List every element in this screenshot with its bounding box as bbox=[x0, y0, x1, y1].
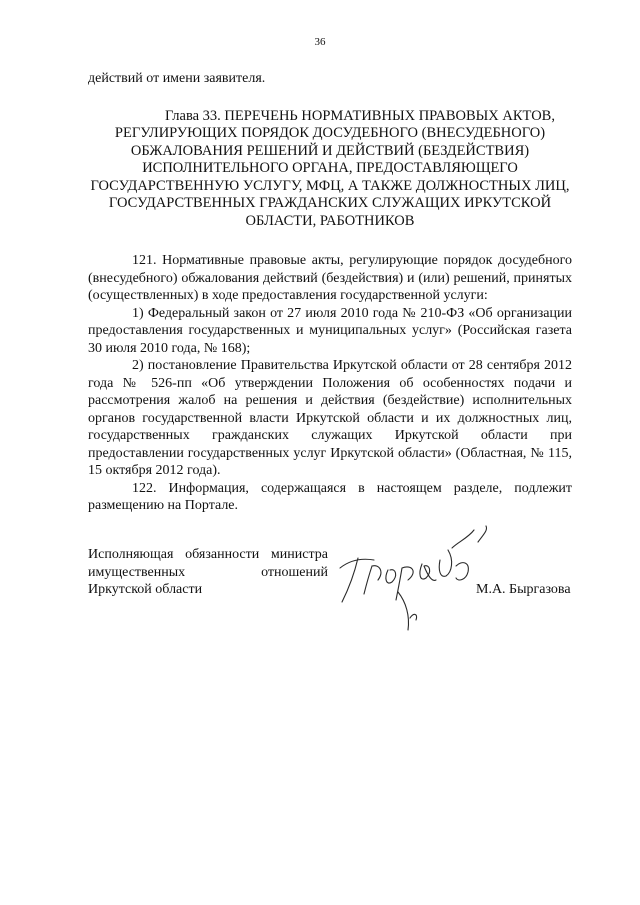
signer-title bbox=[88, 546, 328, 599]
list-item-2: 2) постановление Правительства Иркутской области от 28 сентября 2012 года № 526-пп «Об утверждении Положения об особенностях подачи и рассмотрения жалоб на решения и действия (бездействие) исполнительных органов государственной власти Иркутской области и их должностных лиц, государственных гражданских служащих Иркутской области при предоставлении государственных услуг Иркутской области» (Областная, № 115, 15 октября 2012 года). bbox=[88, 358, 572, 478]
chapter-title: Глава 33. ПЕРЕЧЕНЬ НОРМАТИВНЫХ ПРАВОВЫХ АКТОВ, РЕГУЛИРУЮЩИХ ПОРЯДОК ДОСУДЕБНОГО (ВНЕСУДЕБНОГО) ОБЖАЛОВАНИЯ РЕШЕНИЙ И ДЕЙСТВИЙ (БЕЗДЕЙСТВИЯ) ИСПОЛНИТЕЛЬНОГО ОРГАНА, ПРЕДОСТАВЛЯЮЩЕГО ГОСУДАРСТВЕННУЮ УСЛУГУ, МФЦ, А ТАКЖЕ ДОЛЖНОСТНЫХ ЛИЦ, ГОСУДАРСТВЕННЫХ ГРАЖДАНСКИХ СЛУЖАЩИХ ИРКУТСКОЙ ОБЛАСТИ, РАБОТНИКОВ bbox=[90, 107, 570, 229]
page-number: 36 bbox=[314, 36, 326, 48]
list-item-1: 1) Федеральный закон от 27 июля 2010 года № 210-ФЗ «Об организации предоставления государственных и муниципальных услуг» (Российская газета 30 июля 2010 года, № 168); bbox=[88, 305, 572, 356]
signature-block bbox=[88, 546, 572, 666]
handwritten-signature bbox=[328, 520, 498, 640]
signer-title-line-1: Исполняющая обязанности министра bbox=[88, 547, 328, 562]
paragraph-122: 122. Информация, содержащаяся в настоящем разделе, подлежит размещению на Портале. bbox=[88, 480, 572, 513]
signer-title-line-2: имущественных отношений bbox=[88, 564, 328, 580]
continuation-text: действий от имени заявителя. bbox=[88, 71, 266, 86]
document-body bbox=[88, 70, 572, 515]
paragraph-121: 121. Нормативные правовые акты, регулирующие порядок досудебного (внесудебного) обжалования действий (бездействия) и (или) решений, принятых (осуществленных) в ходе предоставления государственной услуги: bbox=[88, 253, 572, 303]
signer-title-line-3: Иркутской области bbox=[88, 582, 203, 597]
signer-name: М.А. Быргазова bbox=[476, 582, 571, 597]
